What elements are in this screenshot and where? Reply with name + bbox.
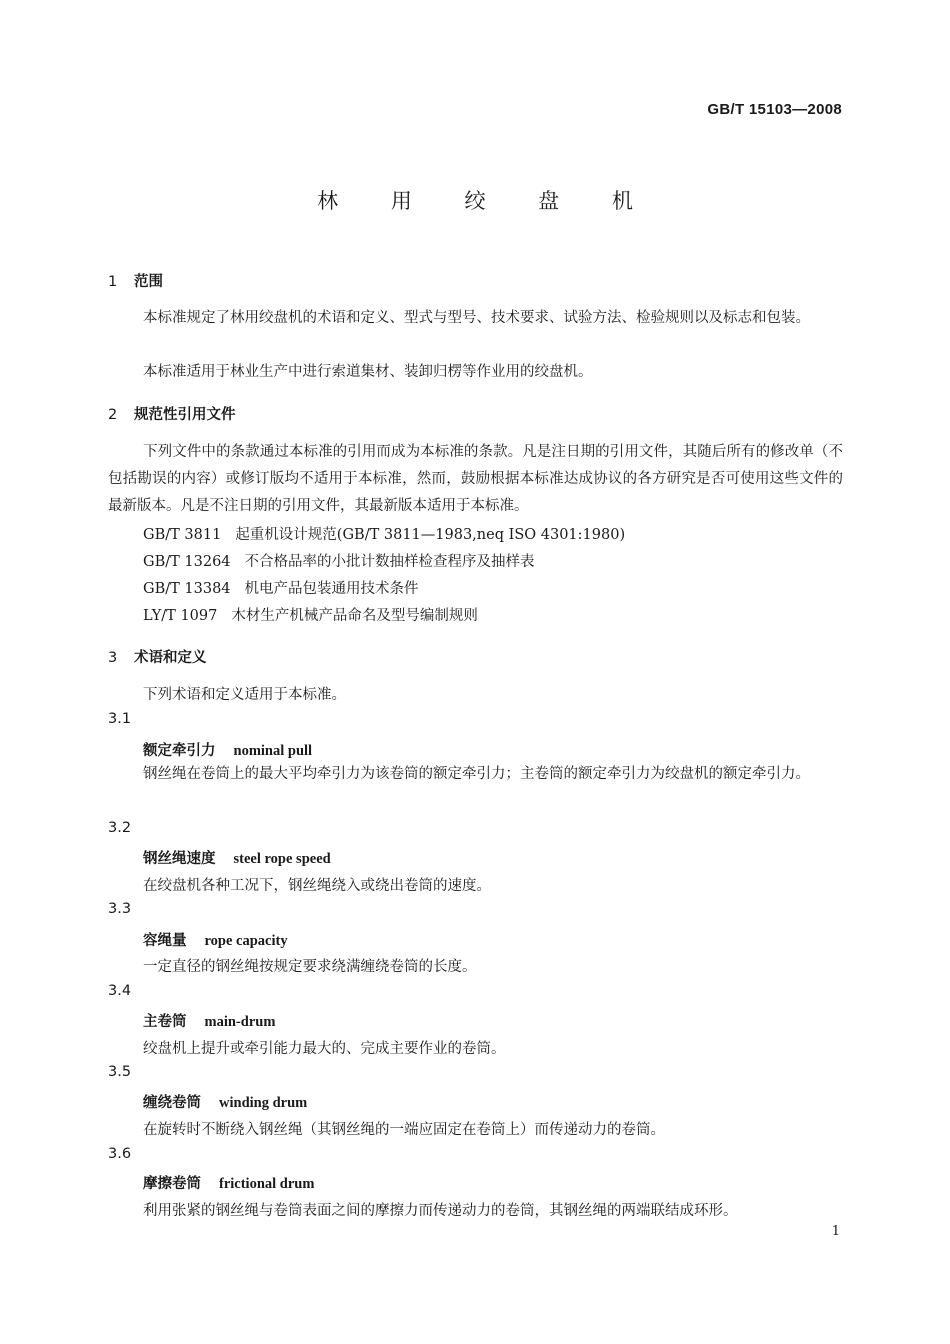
document-title: 林 用 绞 盘 机	[317, 189, 656, 213]
section-number: 1	[108, 274, 118, 290]
term-zh: 摩擦卷筒	[143, 1176, 201, 1192]
reference-code: GB/T 13264	[143, 554, 231, 570]
paragraph-text: 本标准适用于林业生产中进行索道集材、装卸归楞等作业用的绞盘机。	[143, 364, 593, 380]
reference-code: LY/T 1097	[143, 608, 218, 624]
term-en: steel rope speed	[233, 851, 331, 867]
section-title: 范围	[134, 274, 163, 290]
term-heading	[143, 1010, 275, 1031]
term-en: rope capacity	[204, 933, 288, 949]
term-definition: 在绞盘机各种工况下，钢丝绳绕入或绕出卷筒的速度。	[143, 878, 491, 894]
paragraph-text: 下列文件中的条款通过本标准的引用而成为本标准的条款。凡是注日期的引用文件，其随后所有的修改单（不包括勘误的内容）或修订版均不适用于本标准，然而，鼓励根据本标准达成协议的各方研究是否可使用这些文件的最新版本。凡是不注日期的引用文件，其最新版本适用于本标准。	[108, 444, 843, 514]
clause-number: 3.5	[108, 1064, 132, 1080]
clause-number: 3.2	[108, 820, 132, 836]
standard-code: GB/T 15103—2008	[707, 101, 842, 118]
page-number: 1	[831, 1224, 840, 1239]
section-3-heading	[108, 646, 207, 667]
reference-title: 机电产品包装通用技术条件	[244, 581, 419, 597]
reference-item	[143, 577, 419, 598]
term-en: nominal pull	[233, 743, 313, 759]
term-heading	[143, 1172, 314, 1193]
section-number: 3	[108, 650, 118, 666]
term-definition: 一定直径的钢丝绳按规定要求绕满缠绕卷筒的长度。	[143, 959, 477, 975]
clause-number: 3.1	[108, 711, 132, 727]
paragraph-text: 本标准规定了林用绞盘机的术语和定义、型式与型号、技术要求、试验方法、检验规则以及标志和包装。	[143, 310, 810, 326]
section-number: 2	[108, 407, 118, 423]
term-zh: 缠绕卷筒	[143, 1095, 201, 1111]
reference-item	[143, 604, 478, 625]
term-en: winding drum	[219, 1095, 308, 1111]
section-3-intro: 下列术语和定义适用于本标准。	[143, 687, 346, 703]
reference-item	[143, 550, 535, 571]
section-2-paragraph-1	[108, 439, 843, 520]
term-zh: 容绳量	[143, 933, 187, 949]
clause-number: 3.3	[108, 901, 132, 917]
term-heading	[143, 739, 312, 760]
term-definition: 在旋转时不断绕入钢丝绳（其钢丝绳的一端应固定在卷筒上）而传递动力的卷筒。	[143, 1122, 665, 1138]
clause-number: 3.4	[108, 983, 132, 999]
reference-title: 起重机设计规范(GB/T 3811—1983,neq ISO 4301:1980)	[235, 527, 626, 543]
term-heading	[143, 929, 288, 950]
reference-code: GB/T 13384	[143, 581, 231, 597]
reference-title: 木材生产机械产品命名及型号编制规则	[231, 608, 478, 624]
term-en: main-drum	[204, 1014, 276, 1030]
term-definition: 利用张紧的钢丝绳与卷筒表面之间的摩擦力而传递动力的卷筒，其钢丝绳的两端联结成环形。	[143, 1203, 738, 1219]
reference-item	[143, 523, 625, 544]
reference-code: GB/T 3811	[143, 527, 222, 543]
term-heading	[143, 1091, 307, 1112]
term-zh: 主卷筒	[143, 1014, 187, 1030]
term-definition: 绞盘机上提升或牵引能力最大的、完成主要作业的卷筒。	[143, 1041, 506, 1057]
section-title: 规范性引用文件	[134, 407, 236, 423]
term-zh: 钢丝绳速度	[143, 851, 216, 867]
term-definition	[108, 761, 843, 788]
reference-title: 不合格品率的小批计数抽样检查程序及抽样表	[244, 554, 535, 570]
definition-text: 钢丝绳在卷筒上的最大平均牵引力为该卷筒的额定牵引力；主卷筒的额定牵引力为绞盘机的额定牵引力。	[143, 766, 810, 782]
section-2-heading	[108, 403, 236, 424]
section-1-heading	[108, 270, 163, 291]
section-1-paragraph-1	[108, 305, 843, 332]
section-1-paragraph-2	[108, 359, 843, 386]
clause-number: 3.6	[108, 1146, 132, 1162]
term-zh: 额定牵引力	[143, 743, 216, 759]
term-heading	[143, 847, 331, 868]
term-en: frictional drum	[219, 1176, 315, 1192]
section-title: 术语和定义	[134, 650, 207, 666]
